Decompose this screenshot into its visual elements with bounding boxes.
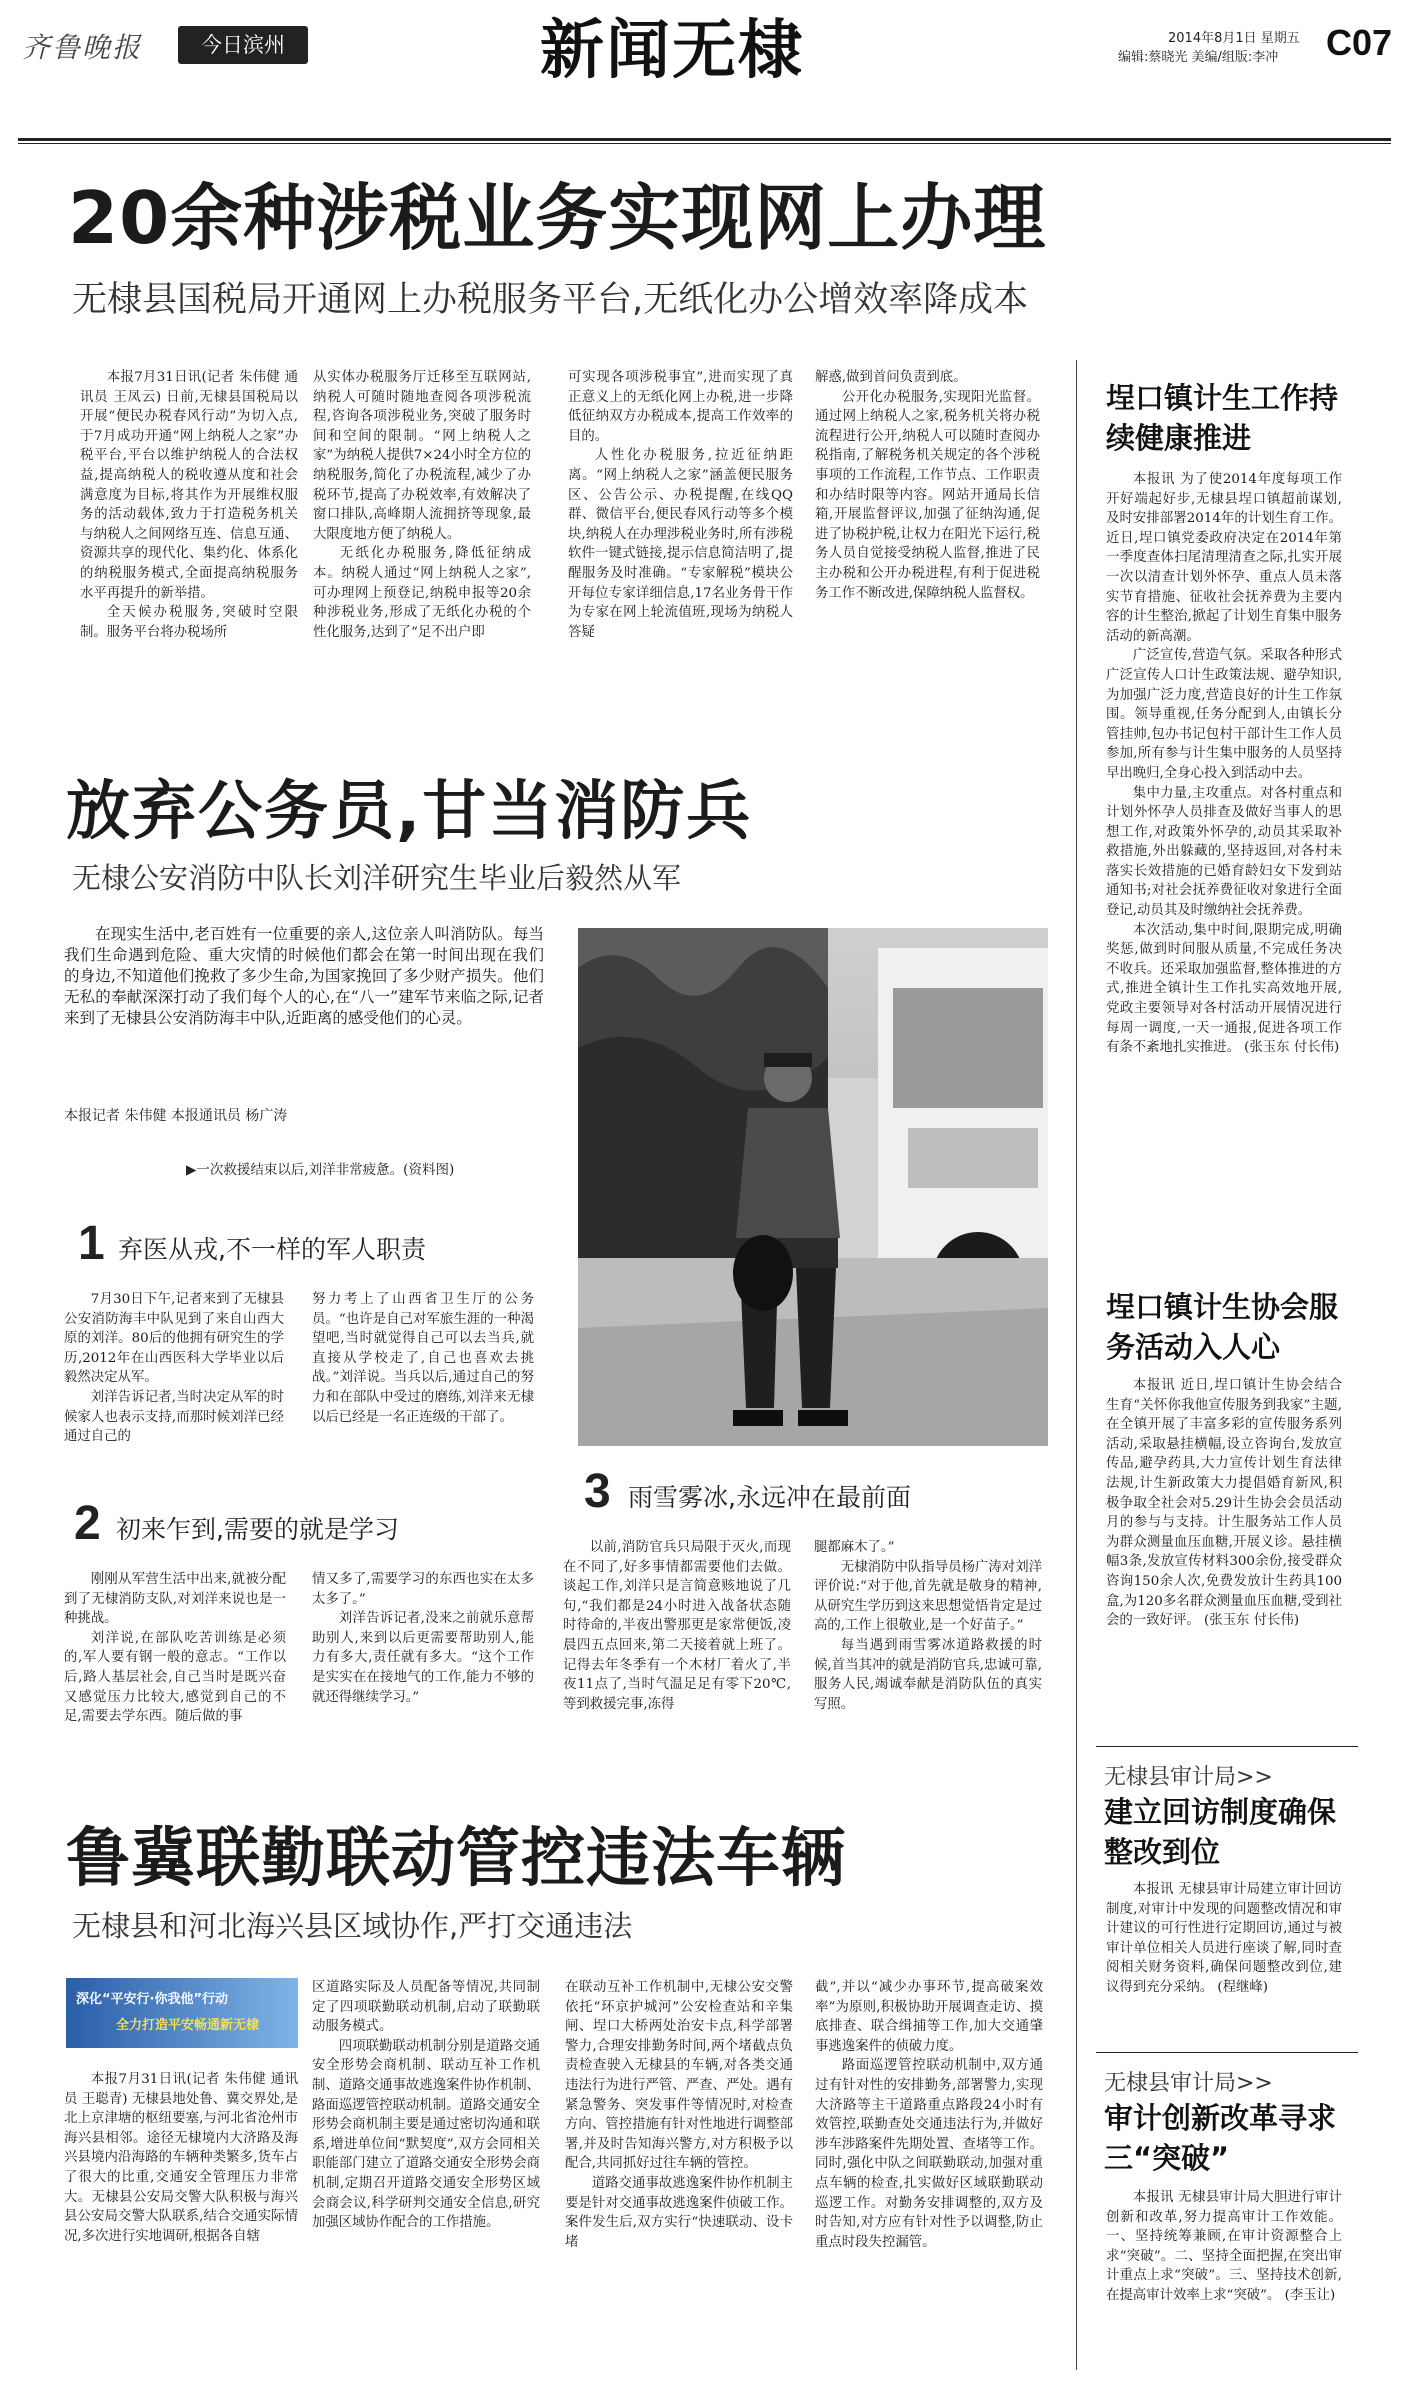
article3-col3 [565,1978,793,2370]
sidebar4-tag: 无棣县审计局>> [1104,2071,1273,2096]
lead-paragraph: 在现实生活中,老百姓有一位重要的亲人,这位亲人叫消防队。每当我们生命遇到危险、重大灾情的时候他们都会在第一时间出现在我们的身边,不知道他们挽救了多少生命,为国家挽回了多少财产损失。他们无私的奉献深深打动了我们每个人的心,在“八一”建军节来临之际,记者来到了无棣县公安消防海丰中队,近距离的感受他们的心灵。 [64,925,544,1027]
article3-col2 [312,1978,540,2370]
article1-col1 [80,368,298,728]
paragraph: 解惑,做到首问负责到底。 [815,370,967,385]
sidebar-rule-1 [1096,1746,1358,1747]
paragraph: 本报讯 为了使2014年度每项工作开好端起好步,无棣县埕口镇超前谋划,及时安排部署2014年的计划生育工作。近日,埕口镇党委政府决定在2014年第一季度查体扫尾清理清查之际,扎实开展一次以清查计划外怀孕、重点人员未落实节育措施、征收社会抚养费为主要内容的计生整治,掀起了计划生育集中服务活动的新高潮。 [1106,472,1342,644]
paragraph: 可实现各项涉税事宜”,进而实现了真正意义上的无纸化网上办税,进一步降低征纳双方办税成本,提高工作效率的目的。 [568,370,793,444]
sidebar2-title: 埕口镇计生协会服务活动入人心 [1106,1290,1339,1364]
masthead-rule [18,138,1391,141]
article3-subhead: 无棣县和河北海兴县区域协作,严打交通违法 [72,1909,633,1943]
paragraph: 努力考上了山西省卫生厅的公务员。“也许是自己对军旅生涯的一种渴望吧,当时就觉得自己可以去当兵,就直接从学校走了,自己也喜欢去挑战。”刘洋说。当兵以后,通过自己的努力和在部队中受过的磨练,刘洋来无棣以后已经是一名正连级的干部了。 [312,1292,534,1425]
paragraph: 本报讯 无棣县审计局大胆进行审计创新和改革,努力提高审计工作效能。一、坚持统筹兼顾,在审计资源整合上求“突破”。二、坚持全面把握,在突出审计重点上求“突破”。三、坚持技术创新,在提高审计效率上求“突破”。 (李玉让) [1106,2190,1342,2303]
sidebar3-body [1106,1880,1342,2040]
paragraph: 公开化办税服务,实现阳光监督。通过网上纳税人之家,税务机关将办税流程进行公开,纳税人可以随时查阅办税指南,了解税务机关规定的各个涉税事项的工作流程,工作节点、工作职责和办结时限等内容。网站开通局长信箱,开展监督评议,加强了征纳沟通,促进了协税护税,让权力在阳光下运行,税务人员自觉接受纳税人监督,推进了民主办税和公开办税进程,有利于促进税务工作不断改进,保障纳税人监督权。 [815,389,1040,601]
page-number: C07 [1326,22,1393,63]
paragraph: 截”,并以“减少办事环节,提高破案效率”为原则,积极协助开展调查走访、摸底排查、联合缉捕等工作,加大交通肇事逃逸案件的侦破力度。 [815,1980,1043,2054]
section3-col2 [814,1538,1042,1784]
sidebar1-body [1106,470,1342,1270]
paragraph: 每当遇到雨雪雾冰道路救援的时候,首当其冲的就是消防官兵,忠诚可靠,服务人民,竭诚奉献是消防队伍的真实写照。 [814,1637,1042,1712]
banner-line1: 深化“平安行·你我他”行动 [76,1992,229,2007]
article3-col4 [815,1978,1043,2370]
masthead-rule-thin [18,143,1391,144]
sidebar4-body [1106,2188,1342,2368]
section1-title: 弃医从戎,不一样的军人职责 [118,1235,426,1264]
sidebar3-title: 建立回访制度确保整改到位 [1104,1795,1337,1869]
paragraph: 路面巡逻管控联动机制中,双方通过有针对性的安排勤务,部署警力,实现大济路等主干道路重点路段24小时有效管控,联勤查处交通违法行为,并做好涉车涉路案件先期处置、查堵等工作。同时,强化中队之间联勤联动,加强对重点车辆的检查,扎实做好区域联勤联动巡逻工作。对勤务安排调整的,双方及时告知,对方应有针对性予以调整,防止重点时段失控漏管。 [815,2058,1043,2250]
paragraph: 道路交通事故逃逸案件协作机制主要是针对交通事故逃逸案件侦破工作。案件发生后,双方实行“快速联动、设卡堵 [565,2175,793,2250]
article1-col2 [313,368,531,728]
section1-col1 [64,1290,284,1480]
firefighter-photo [578,928,1048,1446]
section3-col1 [563,1538,791,1784]
photo-caption: ▶一次救援结束以后,刘洋非常疲惫。(资料图) [186,1162,455,1178]
sidebar-divider [1076,360,1077,2370]
article2-lead [64,924,544,1084]
paragraph: 在联动互补工作机制中,无棣公安交警依托“环京护城河”公安检查站和辛集闸、埕口大桥两处治安卡点,科学部署警力,合理安排勤务时间,两个堵截点负责检查驶入无棣县的车辆,对各类交通违法行为进行严管、严查、严处。遇有紧急警务、突发事件等情况时,对检查方向、管控措施有针对性地进行调整部署,并及时告知海兴警方,对方积极予以配合,共同抓好过往车辆的管控。 [565,1980,793,2172]
editor-line: 编辑:蔡晓光 美编/组版:李冲 [1118,50,1279,65]
paragraph: 全天候办税服务,突破时空限制。服务平台将办税场所 [80,605,298,640]
article1-col3 [568,368,793,728]
paragraph: 情又多了,需要学习的东西也实在太多太多了。” [312,1572,534,1607]
sidebar3-tag: 无棣县审计局>> [1104,1765,1273,1790]
traffic-banner [66,1978,298,2048]
banner-line2: 全力打造平安畅通新无棣 [116,2018,260,2033]
article3-headline: 鲁冀联勤联动管控违法车辆 [66,1822,846,1896]
paragraph: 本报7月31日讯(记者 朱伟健 通讯员 王聪青) 无棣县地处鲁、冀交界处,是北上京津塘的枢纽要塞,与河北省沧州市海兴县相邻。途径无棣境内大济路及海兴县境内沿海路的车辆种类繁多,货车占了很大的比重,交通安全管理压力非常大。无棣县公安局交警大队积极与海兴县公安局交警大队联系,结合交通实际情况,多次进行实地调研,根据各自辖 [64,2072,298,2244]
section-tab: 今日滨州 [178,26,308,64]
sidebar2-body [1106,1376,1342,1676]
paragraph: 本次活动,集中时间,限期完成,明确奖惩,做到时间服从质量,不完成任务决不收兵。还采取加强监督,整体推进的方式,推进全镇计生工作扎实高效地开展,党政主要领导对各村活动开展情况进行每周一调度,一天一通报,促进各项工作有条不紊地扎实推进。 (张玉东 付长伟) [1106,922,1342,1056]
paper-logo: 齐鲁晚报 [22,31,143,64]
paragraph: 人性化办税服务,拉近征纳距离。“网上纳税人之家”涵盖便民服务区、公告公示、办税提醒,在线QQ群、微信平台,便民春风行动等多个模块,纳税人在办理涉税业务时,所有涉税软件一键式链接,提示信息简洁明了,提醒服务及时准确。“专家解税”模块公开每位专家详细信息,17名业务骨干作为专家在网上轮流值班,现场为纳税人答疑 [568,448,793,640]
section1-col2 [312,1290,534,1480]
paragraph: 本报讯 无棣县审计局建立审计回访制度,对审计中发现的问题整改情况和审计建议的可行性进行定期回访,通过与被审计单位相关人员进行座谈了解,同时查阅相关财务资料,确保问题整改到位,建议得到充分采纳。 (程继峰) [1106,1882,1342,1995]
photo-illustration [578,928,1048,1446]
page-title: 新闻无棣 [540,13,804,88]
paragraph: 刚刚从军营生活中出来,就被分配到了无棣消防支队,对刘洋来说也是一种挑战。 [64,1572,286,1627]
section2-col1 [64,1570,286,1780]
section2-col2 [312,1570,534,1780]
sidebar4-title: 审计创新改革寻求三“突破” [1104,2101,1337,2175]
paragraph: 本报7月31日讯(记者 朱伟健 通讯员 王凤云) 日前,无棣县国税局以开展“便民办税春风行动”为切入点,于7月成功开通“网上纳税人之家”办税平台,平台以维护纳税人的合法权益,提高纳税人的税收遵从度和社会满意度为目标,将其作为开展维权服务的活动载体,致力于打造税务机关与纳税人之间网络互连、信息互通、资源共享的现代化、集约化、体系化的纳税服务模式,全面提高纳税服务水平再提升的新举措。 [80,370,298,601]
paragraph: 四项联勤联动机制分别是道路交通安全形势会商机制、联动互补工作机制、道路交通事故逃逸案件协作机制、路面巡逻管控联动机制。道路交通安全形势会商机制主要是通过密切沟通和联系,增进单位间“默契度”,双方会同相关职能部门建立了道路交通安全形势会商机制,定期召开道路交通安全形势区域会商会议,科学研判交通安全信息,研究加强区域协作配合的工作措施。 [312,2038,540,2231]
paragraph: 刘洋告诉记者,没来之前就乐意帮助别人,来到以后更需要帮助别人,能力有多大,责任就有多大。“这个工作是实实在在接地气的工作,能力不够的就还得继续学习。” [312,1611,534,1705]
article1-subhead: 无棣县国税局开通网上办税服务平台,无纸化办公增效率降成本 [72,280,1029,320]
paragraph: 本报讯 近日,埕口镇计生协会结合生育“关怀你我他宣传服务到我家”主题,在全镇开展了丰富多彩的宣传服务系列活动,采取悬挂横幅,设立咨询台,发放宣传品,避孕药具,大力宣传计划生育法律法规,计生新政策大力提倡婚育新风,积极争取全社会对5.29计生协会会员活动月的参与与支持。计生服务站工作人员为群众测量血压血糖,开展义诊。悬挂横幅3条,发放宣传材料300余份,接受群众咨询150余人次,免费发放计生药具100盒,为120多名群众测量血压血糖,受到社会的一致好评。 (张玉东 付长伟) [1106,1378,1342,1629]
section2-title: 初来乍到,需要的就是学习 [116,1515,399,1544]
paragraph: 区道路实际及人员配备等情况,共同制定了四项联勤联动机制,启动了联勤联动服务模式。 [312,1980,540,2035]
section1-number: 1 [78,1217,105,1270]
paragraph: 从实体办税服务厅迁移至互联网站,纳税人可随时随地查阅各项涉税流程,咨询各项涉税业务,突破了服务时间和空间的限制。“网上纳税人之家”为纳税人提供7×24小时全方位的纳税服务,简化了办税流程,减少了办税环节,提高了办税效率,有效解决了窗口排队,高峰期人流拥挤等现象,最大限度地方便了纳税人。 [313,370,531,542]
paragraph: 刘洋说,在部队吃苦训练是必须的,军人要有钢一般的意志。“工作以后,路人基层社会,自己当时是既兴奋又感觉压力比较大,感觉到自己的不足,需要去学东西。随后做的事 [64,1630,286,1725]
paragraph: 广泛宣传,营造气氛。采取各种形式广泛宣传人口计生政策法规、避孕知识,为加强广泛力度,营造良好的计生工作氛围。领导重视,任务分配到人,由镇长分管挂帅,包办书记包村干部计生工作人员参加,所有参与计生集中服务的人员坚持早出晚归,全身心投入到活动中去。 [1106,648,1342,781]
paragraph: 刘洋告诉记者,当时决定从军的时候家人也表示支持,而那时候刘洋已经通过自己的 [64,1389,284,1445]
section3-title: 雨雪雾冰,永远冲在最前面 [628,1483,911,1512]
section3-number: 3 [584,1465,611,1518]
masthead [0,0,1409,140]
article1-headline: 20余种涉税业务实现网上办理 [68,176,1047,260]
article2-byline: 本报记者 朱伟健 本报通讯员 杨广涛 [64,1108,288,1124]
paragraph: 集中力量,主攻重点。对各村重点和计划外怀孕人员排查及做好当事人的思想工作,对政策外怀孕的,动员其采取补救措施,外出躲藏的,坚持返回,对各村未落实长效措施的已婚育龄妇女下发到站通知书;对社会抚养费征收对象进行全面登记,动员其及时缴纳社会抚养费。 [1106,785,1342,919]
article2-headline: 放弃公务员,甘当消防兵 [66,775,753,849]
section2-number: 2 [74,1497,101,1550]
paragraph: 无纸化办税服务,降低征纳成本。纳税人通过“网上纳税人之家”,可办理网上预登记,纳税申报等20余种涉税业务,形成了无纸化办税的个性化服务,达到了“足不出户即 [313,546,531,640]
article2-subhead: 无棣公安消防中队长刘洋研究生毕业后毅然从军 [72,861,682,895]
article3-col1 [64,2070,298,2370]
sidebar1-title: 埕口镇计生工作持续健康推进 [1106,381,1339,455]
paragraph: 7月30日下午,记者来到了无棣县公安消防海丰中队见到了来自山西大原的刘洋。80后的他拥有研究生的学历,2012年在山西医科大学毕业以后毅然决定从军。 [64,1292,284,1386]
article1-col4 [815,368,1040,728]
paragraph: 无棣消防中队指导员杨广涛对刘洋评价说:“对于他,首先就是敬身的精神,从研究生学历到这来思想觉悟肯定是过高的,工作上很敬业,是一个好苗子。” [814,1559,1042,1634]
sidebar-rule-2 [1096,2052,1358,2053]
date-line: 2014年8月1日 星期五 [1168,31,1300,46]
paragraph: 腿都麻木了。” [814,1540,895,1555]
paragraph: 以前,消防官兵只局限于灭火,而现在不同了,好多事情都需要他们去做。谈起工作,刘洋只是言简意赅地说了几句,“我们都是24小时进入战备状态随时待命的,半夜出警那更是家常便饭,凌晨四五点回来,第二天接着就上班了。记得去年冬季有一个木材厂着火了,半夜11点了,当时气温足足有零下20℃,等到救援完事,冻得 [563,1540,791,1712]
